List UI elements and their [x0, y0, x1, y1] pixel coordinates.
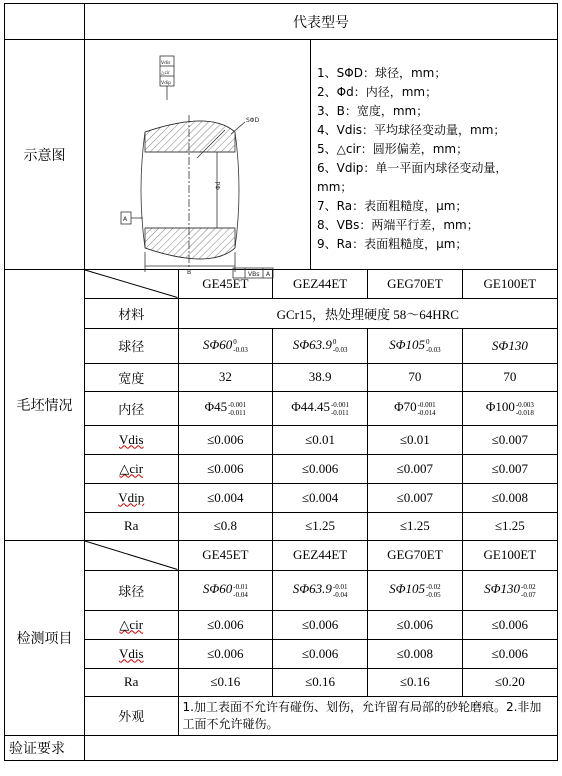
ra-value: ≤0.16 [368, 668, 463, 696]
vdis-label: Vdis [85, 639, 178, 668]
material-label: 材料 [85, 298, 178, 328]
model-header: GEG70ET [368, 270, 463, 298]
material-value: GCr15，热处理硬度 58～64HRC [178, 298, 557, 328]
ra-label: Ra [85, 668, 178, 696]
model-header: GE100ET [462, 270, 557, 298]
frame-vdis-label: Vdis [161, 61, 171, 66]
legend-list [311, 40, 507, 269]
section-inspection: 检测项目 [5, 541, 85, 736]
verify-cell [85, 735, 558, 760]
legend-item: 9、Ra：表面粗糙度，μm； [317, 237, 468, 251]
ra-value: ≤0.16 [178, 668, 273, 696]
appearance-label: 外观 [85, 696, 178, 735]
ra-value: ≤0.20 [462, 668, 557, 696]
vdip-value: ≤0.004 [273, 483, 368, 512]
vdis-label: Vdis [85, 425, 178, 454]
ball-value: SΦ63.9 -0.01 -0.04 [273, 570, 368, 610]
width-value: 70 [368, 363, 463, 391]
spec-sheet [4, 3, 557, 770]
cir-label: △cir [85, 454, 178, 483]
width-label: 宽度 [85, 363, 178, 391]
datum-label: A [123, 216, 128, 223]
legend-item: 6、Vdip：单一平面内球径变动量， [317, 161, 508, 175]
blank-cell [85, 270, 558, 541]
cir-value: ≤0.006 [368, 610, 463, 639]
bore-value: Φ44.45 -0.001 -0.011 [273, 391, 368, 425]
cir-value: ≤0.006 [178, 454, 273, 483]
width-value: 70 [462, 363, 557, 391]
vdip-label: Vdip [85, 483, 178, 512]
header-title: 代表型号 [85, 4, 558, 40]
blank-table [85, 270, 557, 540]
dim-bore-label: Φd [215, 181, 222, 190]
blank-corner [85, 270, 178, 298]
schematic-cell [85, 40, 558, 278]
vdip-value: ≤0.008 [462, 483, 557, 512]
ball-value: SΦ60 -0.01 -0.04 [178, 570, 273, 610]
cir-value: ≤0.006 [273, 454, 368, 483]
legend-item: 3、B：宽度，mm； [317, 104, 429, 118]
vdis-value: ≤0.006 [273, 639, 368, 668]
dim-sphere-label: SΦD [246, 117, 260, 124]
model-header: GEZ44ET [273, 541, 368, 570]
cir-value: ≤0.007 [368, 454, 463, 483]
cir-value: ≤0.006 [178, 610, 273, 639]
vdis-value: ≤0.008 [368, 639, 463, 668]
vdis-value: ≤0.006 [178, 639, 273, 668]
bearing-drawing [85, 40, 311, 278]
inspection-cell [85, 541, 558, 736]
ball-label: 球径 [85, 328, 178, 363]
inspection-corner [85, 541, 178, 570]
cir-value: ≤0.006 [462, 610, 557, 639]
vdis-value: ≤0.01 [368, 425, 463, 454]
legend-item: 7、Ra：表面粗糙度，μm； [317, 199, 468, 213]
ra-value: ≤0.16 [273, 668, 368, 696]
bore-label: 内径 [85, 391, 178, 425]
ra-label: Ra [85, 512, 178, 540]
ball-value: SΦ63.9 0 -0.03 [273, 328, 368, 363]
ra-value: ≤1.25 [462, 512, 557, 540]
ball-value: SΦ130 [462, 328, 557, 363]
cir-value: ≤0.007 [462, 454, 557, 483]
ball-label: 球径 [85, 570, 178, 610]
parallel-datum-label: A [266, 271, 271, 278]
model-header: GEZ44ET [273, 270, 368, 298]
bore-value: Φ100 -0.003 -0.018 [462, 391, 557, 425]
model-header: GE100ET [462, 541, 557, 570]
model-header: GEG70ET [368, 541, 463, 570]
cir-value: ≤0.006 [273, 610, 368, 639]
legend-item: 8、VBs：两端平行差，mm； [317, 218, 479, 232]
dim-width-label: B [187, 269, 192, 276]
vdip-value: ≤0.004 [178, 483, 273, 512]
bore-value: Φ45 -0.001 -0.011 [178, 391, 273, 425]
vdis-value: ≤0.01 [273, 425, 368, 454]
vdis-value: ≤0.006 [462, 639, 557, 668]
vdip-value: ≤0.007 [368, 483, 463, 512]
model-header: GE45ET [178, 541, 273, 570]
legend-item: 4、Vdis：平均球径变动量，mm； [317, 123, 506, 137]
width-value: 32 [178, 363, 273, 391]
ball-value: SΦ105 -0.02 -0.05 [368, 570, 463, 610]
frame-cir-label: △cir [161, 71, 171, 76]
ra-value: ≤1.25 [368, 512, 463, 540]
ball-value: SΦ60 0 -0.03 [178, 328, 273, 363]
width-value: 38.9 [273, 363, 368, 391]
ra-value: ≤0.8 [178, 512, 273, 540]
spec-table [4, 3, 558, 761]
bearing-sketch-svg [85, 40, 310, 278]
section-schematic: 示意图 [5, 40, 85, 270]
ra-value: ≤1.25 [273, 512, 368, 540]
frame-vdip-label: Vdip [161, 81, 172, 86]
vdis-value: ≤0.006 [178, 425, 273, 454]
vdis-value: ≤0.007 [462, 425, 557, 454]
model-header: GE45ET [178, 270, 273, 298]
legend-item: 5、△cir：圆形偏差，mm； [317, 142, 469, 156]
bore-value: Φ70 -0.001 -0.014 [368, 391, 463, 425]
legend-item: 1、SΦD：球径，mm； [317, 66, 447, 80]
section-verify: 验证要求 [5, 735, 85, 760]
legend-item: 2、Φd：内径，mm； [317, 85, 438, 99]
legend-item: mm； [317, 180, 353, 194]
ball-value: SΦ105 0 -0.03 [368, 328, 463, 363]
section-blank: 毛坯情况 [5, 270, 85, 541]
inspection-table [85, 541, 557, 735]
appearance-value: 1.加工表面不允许有碰伤、划伤，允许留有局部的砂轮磨痕。2.非加工面不允许碰伤。 [178, 696, 557, 735]
corner-cell [5, 4, 85, 40]
parallel-label: VBs [248, 271, 260, 278]
ball-value: SΦ130 -0.02 -0.07 [462, 570, 557, 610]
cir-label: △cir [85, 610, 178, 639]
